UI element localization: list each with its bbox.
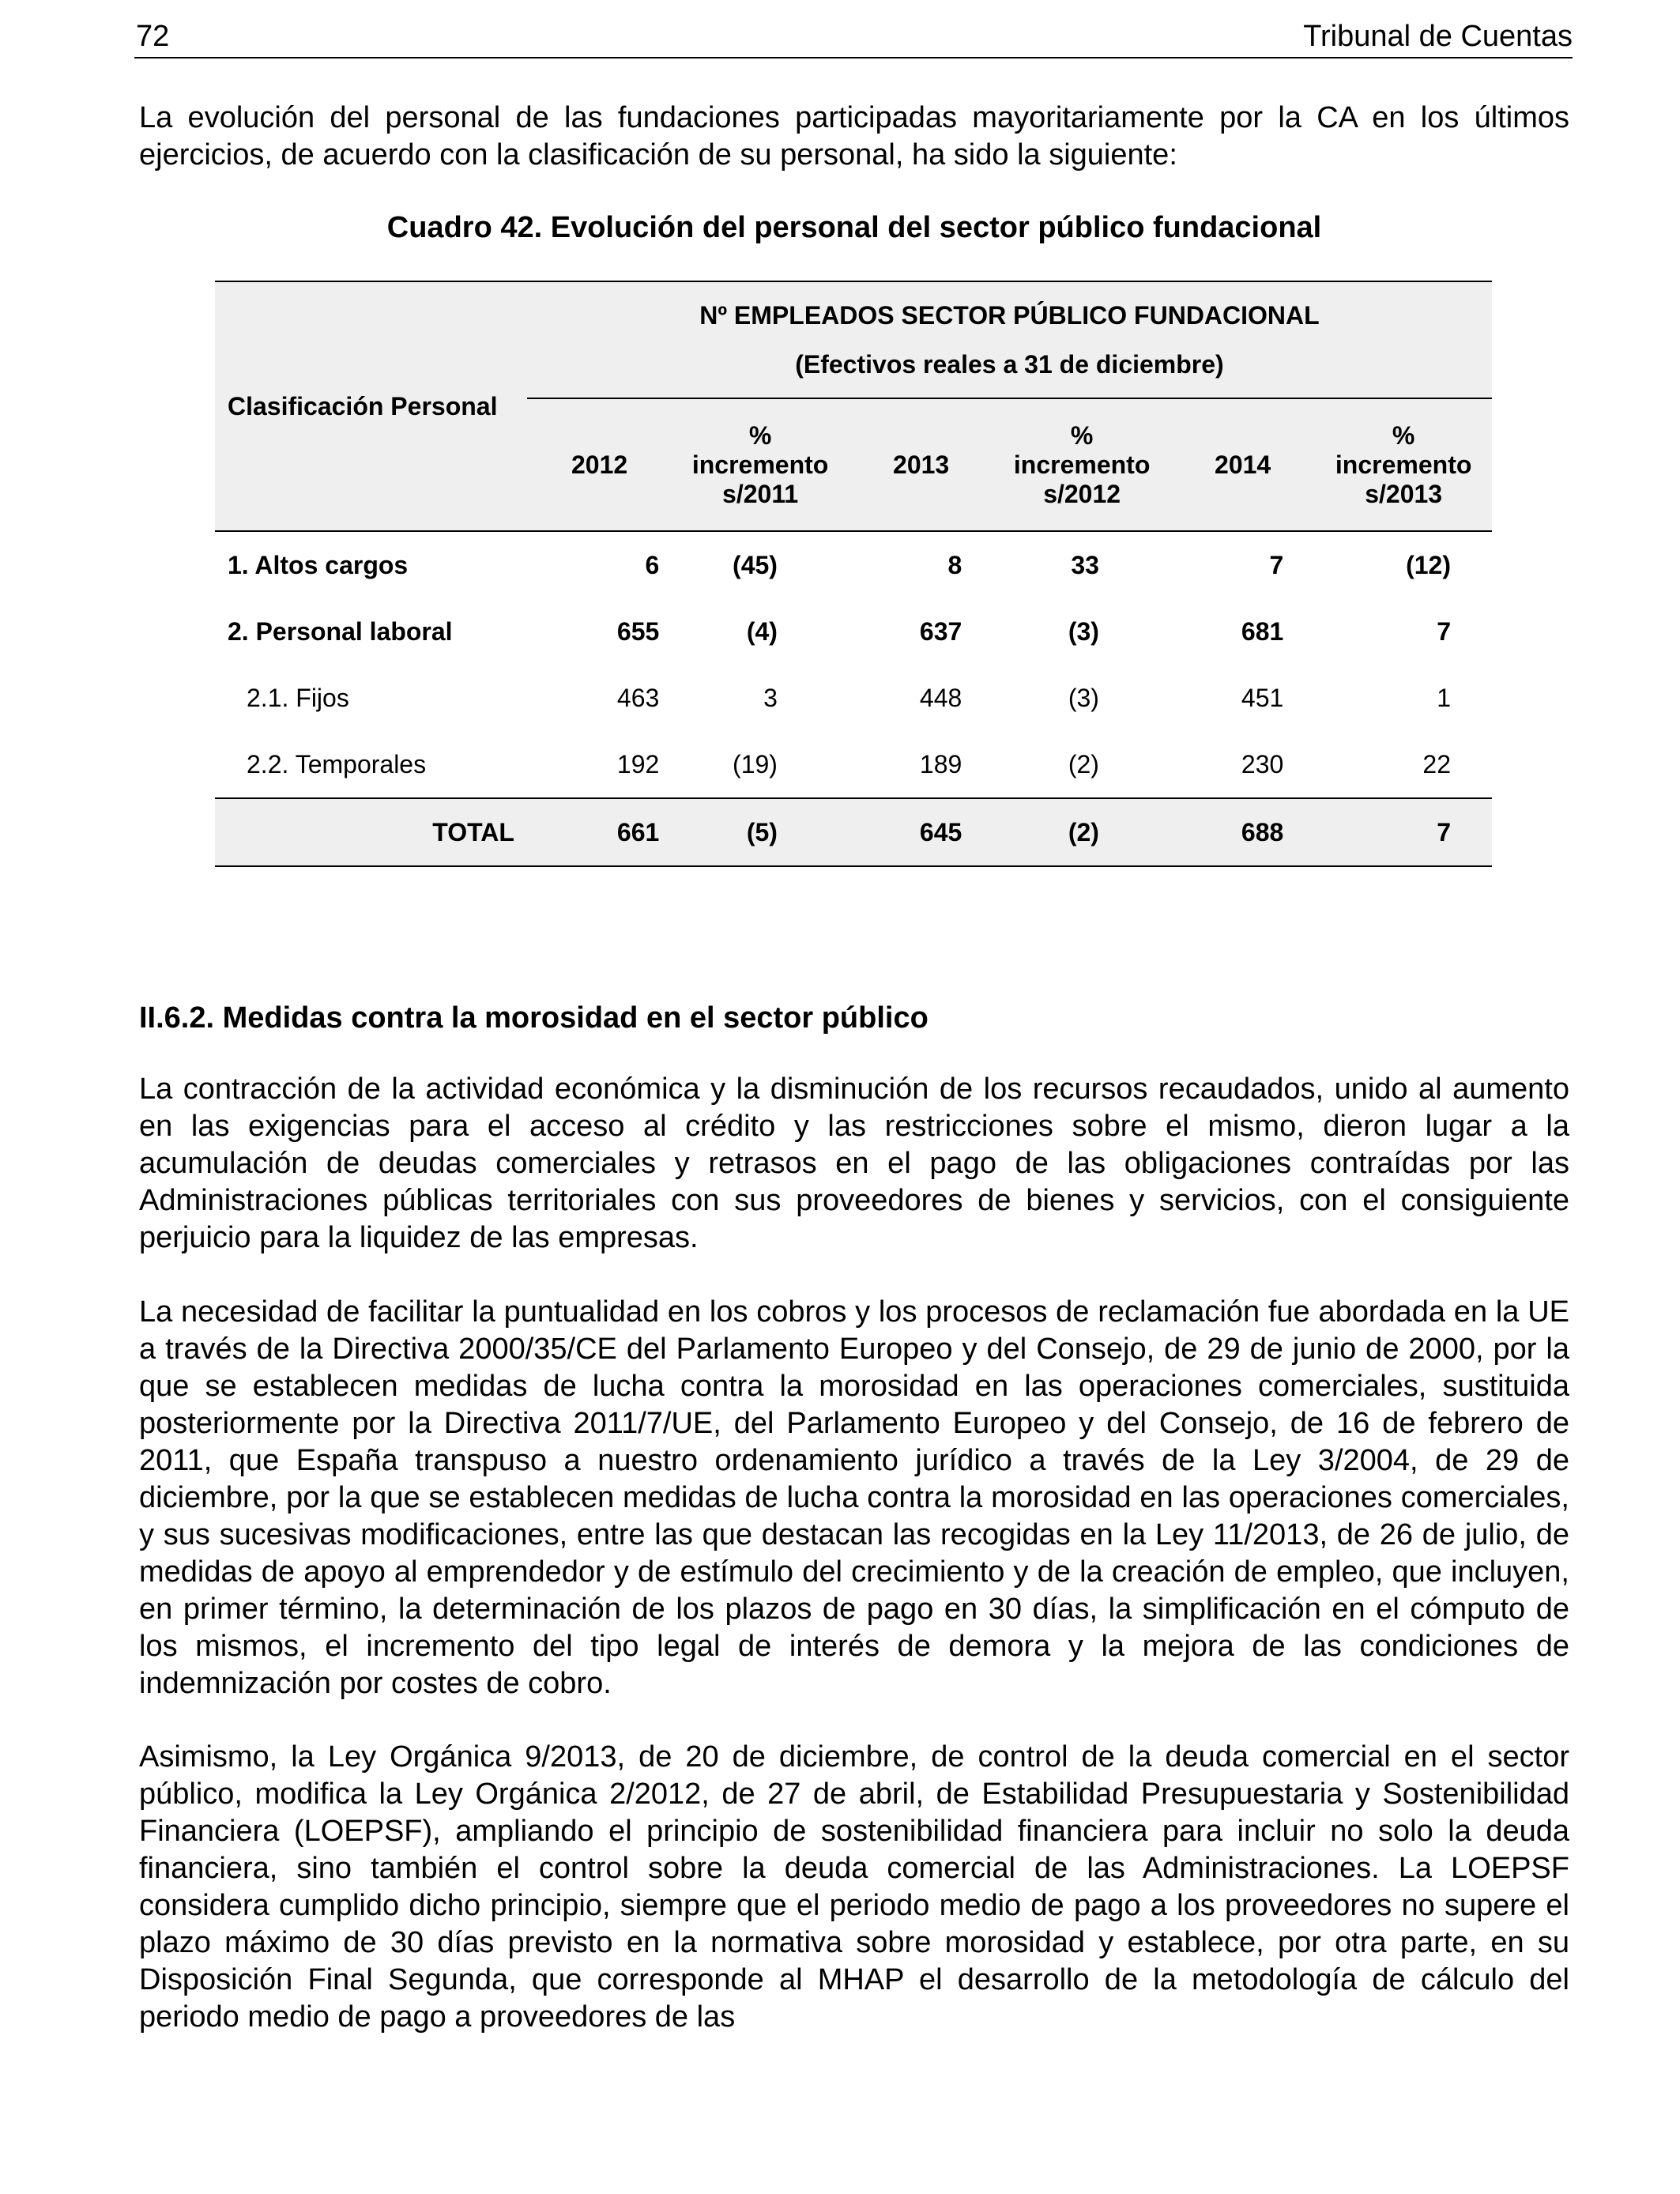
staff-table (215, 281, 1492, 867)
col-pct-2012: % incremento s/2012 (993, 398, 1170, 531)
col-2012: 2012 (527, 398, 672, 531)
page-number: 72 (136, 20, 170, 53)
publication-name: Tribunal de Cuentas (1303, 20, 1573, 53)
table-header-row-1 (215, 281, 1492, 398)
body-paragraph: La contracción de la actividad económica y la disminución de los recursos recaudados, unido al aumento en las exigencias para el acceso al crédito y las restricciones sobre el mismo, dieron lugar a la acumulación de deudas comerciales y retrasos en el pago de las obligaciones contraídas por las Administraciones públicas territoriales con sus proveedores de bienes y servicios, con el consiguiente perjuicio para la liquidez de las empresas. (139, 1072, 1569, 1254)
table-row: 2.2. Temporales 192 (19) 189 (2) 230 22 (247, 749, 1451, 778)
col-pct-2011: % incremento s/2011 (672, 398, 849, 531)
class-header: Clasificación Personal (215, 281, 527, 531)
table-row: 1. Altos cargos 6 (45) 8 33 7 (12) (215, 531, 1492, 598)
col-2014: 2014 (1170, 398, 1315, 531)
col-2013: 2013 (849, 398, 993, 531)
group-title: Nº EMPLEADOS SECTOR PÚBLICO FUNDACIONAL (699, 301, 1320, 330)
body-paragraph: La necesidad de facilitar la puntualidad en los cobros y los procesos de reclamación fue abordada en la UE a través de la Directiva 2000/35/CE del Parlamento Europeo y del Consejo, de 29 de junio de 2000, por la que se establecen medidas de lucha contra la morosidad en las operaciones comerciales, sustituida posteriormente por la Directiva 2011/7/UE, del Parlamento Europeo y del Consejo, de 16 de febrero de 2011, que España transpuso a nuestro ordenamiento jurídico a través de la Ley 3/2004, de 29 de diciembre, por la que se establecen medidas de lucha contra la morosidad en las operaciones comerciales, y sus sucesivas modificaciones, entre las que destacan las recogidas en la Ley 11/2013, de 26 de julio, de medidas de apoyo al emprendedor y de estímulo del crecimiento y de la creación de empleo, que incluyen, en primer término, la determinación de los plazos de pago en 30 días, la simplificación en el cómputo de los mismos, el incremento del tipo legal de interés de demora y la mejora de las condiciones de indemnización por costes de cobro. (139, 1295, 1569, 1700)
section-title: II.6.2. Medidas contra la morosidad en el sector público (139, 1001, 929, 1035)
group-subtitle: (Efectivos reales a 31 de diciembre) (795, 350, 1224, 379)
table-caption: Cuadro 42. Evolución del personal del sector público fundacional (386, 211, 1322, 244)
table-row: 2.1. Fijos 463 3 448 (3) 451 1 (247, 683, 1451, 712)
body-paragraph: Asimismo, la Ley Orgánica 9/2013, de 20 de diciembre, de control de la deuda comercial en el sector público, modifica la Ley Orgánica 2/2012, de 27 de abril, de Estabilidad Presupuestaria y Sostenibilidad Financiera (LOEPSF), ampliando el principio de sostenibilidad financiera para incluir no solo la deuda financiera, sino también el control sobre la deuda comercial de las Administraciones. La LOEPSF considera cumplido dicho principio, siempre que el periodo medio de pago a los proveedores no supere el plazo máximo de 30 días previsto en la normativa sobre morosidad y establece, por otra parte, en su Disposición Final Segunda, que corresponde al MHAP el desarrollo de la metodología de cálculo del periodo medio de pago a proveedores de las (139, 1740, 1569, 2034)
group-header (527, 281, 1492, 398)
page-header (134, 16, 1573, 58)
table-row: 2. Personal laboral 655 (4) 637 (3) 681 7 (228, 616, 1451, 646)
intro-paragraph: La evolución del personal de las fundaciones participadas mayoritariamente por la CA en los últimos ejercicios, de acuerdo con la clasificación de su personal, ha sido la siguiente: (139, 101, 1569, 172)
table-total-row: TOTAL 661 (5) 645 (2) 688 7 (215, 798, 1492, 866)
col-pct-2013: % incremento s/2013 (1315, 398, 1492, 531)
